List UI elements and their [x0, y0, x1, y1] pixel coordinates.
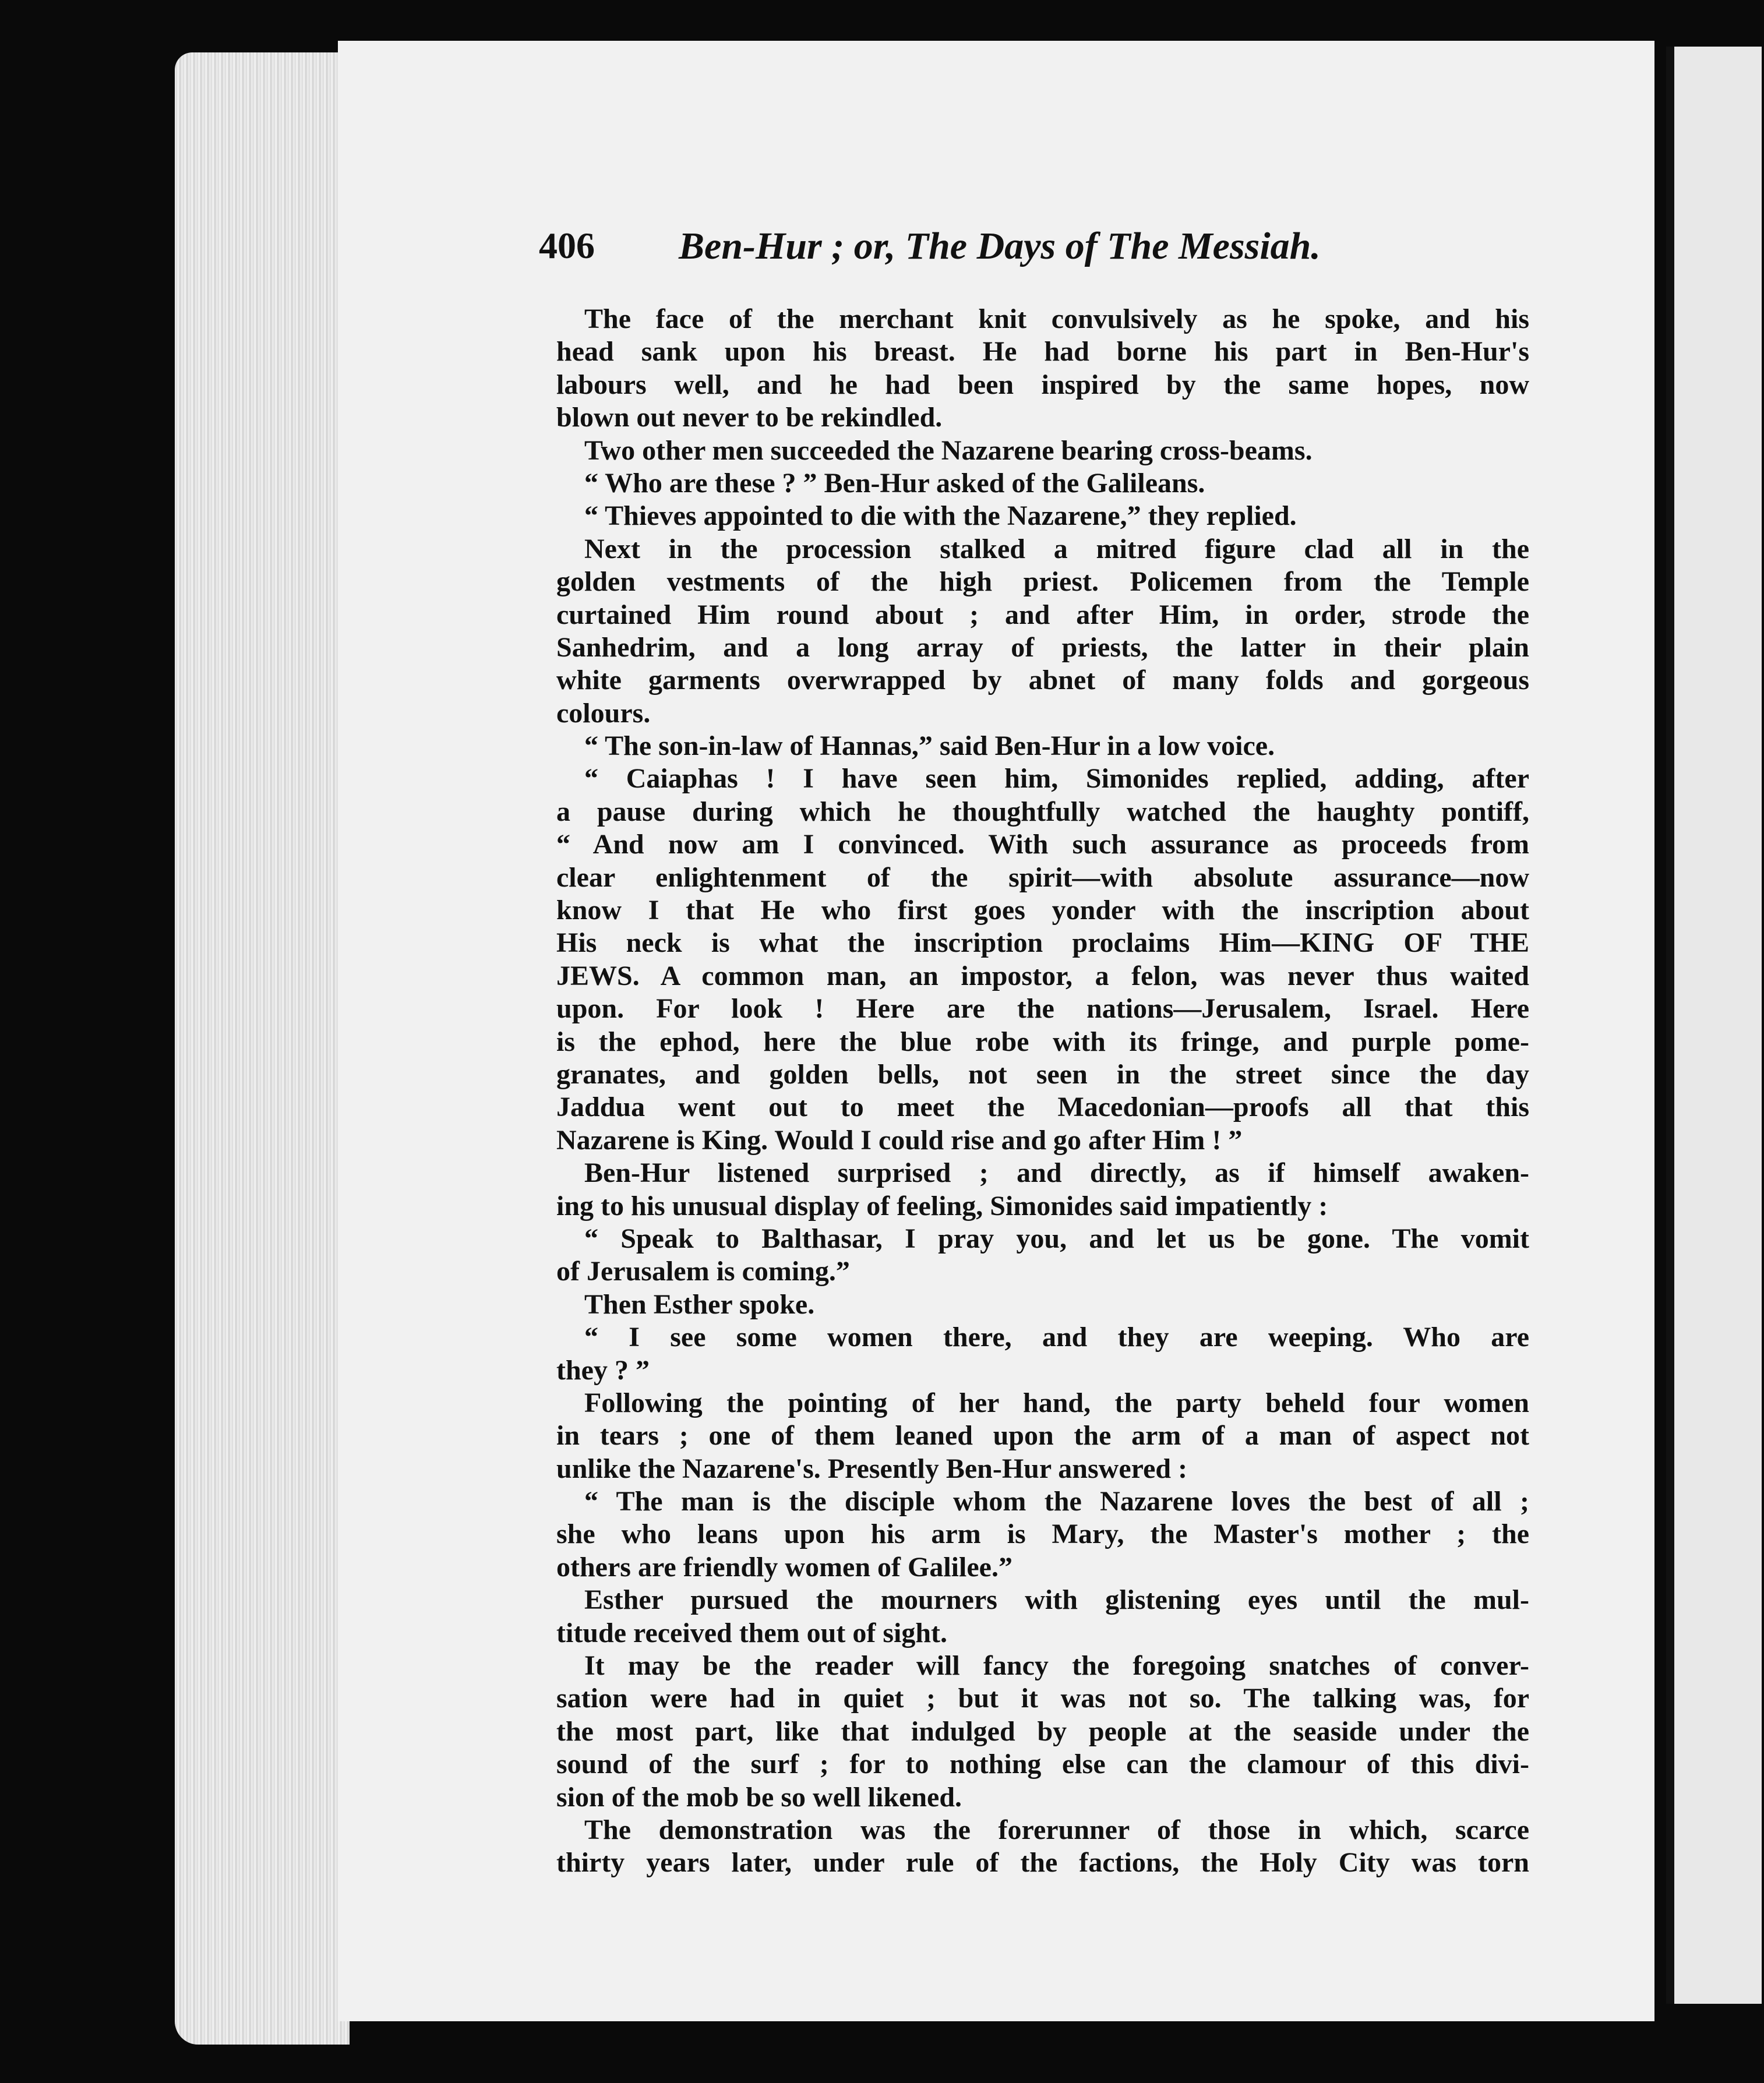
- text-line: the most part, like that indulged by people at the seaside under the: [556, 1715, 1529, 1747]
- text-line: The face of the merchant knit convulsively as he spoke, and his: [584, 303, 1529, 334]
- text-line: she who leans upon his arm is Mary, the Master's mother ; the: [556, 1519, 1529, 1550]
- text-line: “ Speak to Balthasar, I pray you, and let us be gone. The vomit: [584, 1223, 1529, 1254]
- text-line: “ The man is the disciple whom the Nazarene loves the best of all ;: [584, 1486, 1529, 1517]
- text-line: Esther pursued the mourners with glistening eyes until the mul-: [584, 1584, 1529, 1616]
- text-line: labours well, and he had been inspired by the same hopes, now: [556, 369, 1529, 400]
- text-line: clear enlightenment of the spirit—with absolute assurance—now: [556, 862, 1529, 893]
- text-line: know I that He who first goes yonder with the inscription about: [556, 895, 1529, 926]
- text-line: in tears ; one of them leaned upon the arm of a man of aspect not: [556, 1420, 1529, 1452]
- page-number: 406: [539, 225, 595, 266]
- text-line: “ The son-in-law of Hannas,” said Ben-Hur in a low voice.: [584, 730, 1275, 762]
- text-line: sion of the mob be so well likened.: [556, 1781, 962, 1813]
- body-text: [556, 303, 1529, 1880]
- running-title: Ben-Hur ; or, The Days of The Messiah.: [679, 225, 1321, 267]
- text-line: head sank upon his breast. He had borne his part in Ben-Hur's: [556, 336, 1529, 368]
- text-line: others are friendly women of Galilee.”: [556, 1551, 1012, 1583]
- text-line: unlike the Nazarene's. Presently Ben-Hur answered :: [556, 1453, 1188, 1484]
- text-line: Following the pointing of her hand, the party beheld four women: [584, 1387, 1529, 1418]
- text-line: “ Thieves appointed to die with the Nazarene,” they replied.: [584, 500, 1297, 532]
- text-line: “ Caiaphas ! I have seen him, Simonides replied, adding, after: [584, 763, 1529, 795]
- text-line: thirty years later, under rule of the factions, the Holy City was torn: [556, 1847, 1529, 1879]
- text-line: “ I see some women there, and they are weeping. Who are: [584, 1322, 1529, 1353]
- text-line: “ And now am I convinced. With such assurance as proceeds from: [556, 829, 1529, 860]
- text-line: sation were had in quiet ; but it was not so. The talking was, for: [556, 1683, 1529, 1714]
- text-line: His neck is what the inscription proclaims Him—KING OF THE: [556, 927, 1529, 959]
- text-line: of Jerusalem is coming.”: [556, 1256, 850, 1287]
- text-line: It may be the reader will fancy the foregoing snatches of conver-: [584, 1650, 1529, 1682]
- text-line: “ Who are these ? ” Ben-Hur asked of the Galileans.: [584, 467, 1205, 499]
- text-line: Ben-Hur listened surprised ; and directly, as if himself awaken-: [584, 1157, 1529, 1189]
- text-line: Nazarene is King. Would I could rise and go after Him ! ”: [556, 1124, 1243, 1156]
- text-line: they ? ”: [556, 1354, 650, 1386]
- text-line: colours.: [556, 697, 651, 729]
- text-line: Then Esther spoke.: [584, 1288, 815, 1320]
- text-line: JEWS. A common man, an impostor, a felon, was never thus waited: [556, 960, 1529, 991]
- text-line: upon. For look ! Here are the nations—Jerusalem, Israel. Here: [556, 993, 1529, 1025]
- page-header: [539, 224, 1541, 283]
- text-line: granates, and golden bells, not seen in the street since the day: [556, 1058, 1529, 1090]
- text-line: ing to his unusual display of feeling, Simonides said impatiently :: [556, 1190, 1328, 1221]
- text-line: golden vestments of the high priest. Policemen from the Temple: [556, 566, 1529, 598]
- text-line: Jaddua went out to meet the Macedonian—proofs all that this: [556, 1092, 1529, 1123]
- text-line: blown out never to be rekindled.: [556, 402, 943, 433]
- text-line: The demonstration was the forerunner of those in which, scarce: [584, 1814, 1529, 1845]
- text-line: Two other men succeeded the Nazarene bearing cross-beams.: [584, 435, 1313, 466]
- book-page-edges: [175, 52, 350, 2045]
- text-line: sound of the surf ; for to nothing else can the clamour of this divi-: [556, 1749, 1529, 1780]
- text-line: Next in the procession stalked a mitred figure clad all in the: [584, 533, 1529, 564]
- text-line: is the ephod, here the blue robe with its fringe, and purple pome-: [556, 1026, 1529, 1057]
- text-line: a pause during which he thoughtfully watched the haughty pontiff,: [556, 796, 1529, 827]
- text-line: titude received them out of sight.: [556, 1617, 948, 1648]
- text-line: white garments overwrapped by abnet of many folds and gorgeous: [556, 665, 1529, 696]
- text-line: Sanhedrim, and a long array of priests, the latter in their plain: [556, 631, 1529, 663]
- facing-page-edge: [1666, 47, 1762, 2004]
- text-line: curtained Him round about ; and after Him, in order, strode the: [556, 599, 1529, 630]
